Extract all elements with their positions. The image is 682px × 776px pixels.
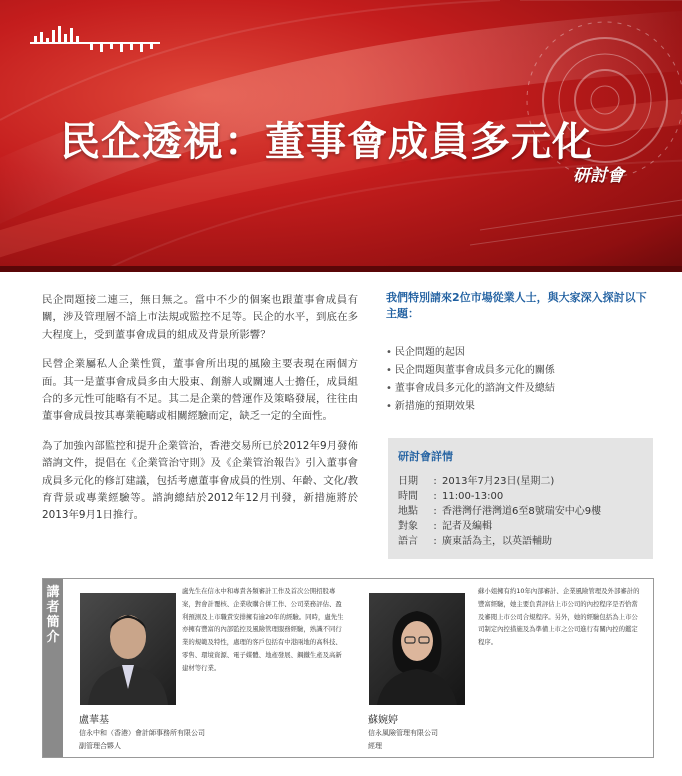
speaker-bio: 蘇小姐擁有約10年內部審計、企業風險管理及外部審計的豐富經驗，她主要負責評估上市公司的內控程序是否恰當及審閱上市公司合規程序。另外，她的經驗包括為上市公司制定內控措施及為準備上市之公司進行有關內控的鑑定程序。	[478, 587, 640, 647]
speaker-position: 副管理合夥人	[79, 742, 121, 750]
seminar-details-box	[388, 438, 653, 559]
company-logo	[30, 24, 160, 52]
list-item: • 民企問題與董事會成員多元化的關係	[386, 362, 656, 380]
intro-paragraph: 民營企業屬私人企業性質，董事會所出現的風險主要表現在兩個方面。其一是董事會成員多由大股東、創辦人或關連人士擔任，成員組合的多元性可能略有不足。其二是企業的營運作及策略發展，往往由董事會成員按其專業範疇或相關經驗而定，缺乏一定的全面性。	[42, 358, 358, 423]
detail-row-language	[398, 534, 643, 549]
intro-paragraph: 民企問題接二連三，無日無之。當中不少的個案也跟董事會成員有關，涉及管理層不諳上市法規或監控不足等。民企的水平，到底在多大程度上，受到董事會成員的組成及背景所影響？	[42, 294, 358, 341]
detail-key: 時間	[398, 491, 418, 502]
speaker-photo	[80, 593, 176, 705]
invite-heading: 我們特別請來2位市場從業人士，與大家深入探討以下主題：	[386, 291, 647, 320]
page-subtitle: 研討會	[573, 166, 624, 186]
speaker-affiliation	[79, 727, 205, 753]
detail-colon: :	[433, 491, 437, 502]
detail-colon: :	[433, 476, 437, 487]
list-item: • 董事會成員多元化的諮詢文件及總結	[386, 380, 656, 398]
detail-key: 地點	[398, 506, 418, 517]
intro-text	[42, 292, 358, 537]
tab-char: 簡	[46, 615, 60, 630]
topics-section	[386, 290, 656, 416]
details-title: 研討會詳情	[398, 450, 453, 463]
list-item: • 民企問題的起因	[386, 344, 656, 362]
detail-key: 語言	[398, 536, 418, 547]
detail-key: 對象	[398, 521, 418, 532]
detail-row-date	[398, 474, 643, 489]
speaker-bio: 盧先生在信永中和專責各類審計工作及首次公開招股專案，對會計覆核、企業收購合併工作、公司業務評估、盈利預測及上市職責安排擁有逾20年的經驗。同時，盧先生亦擁有豐富的內部監控及風險管理服務經驗，熟識不同行業的規範及特性，處理的客戶包括有中港兩地的高科技、零售、環境資源、電子媒體、地產發展、鋼鐵生產及高新建材等行業。	[182, 587, 344, 672]
detail-value: 2013年7月23日(星期二)	[442, 476, 555, 487]
speaker-photo	[369, 593, 465, 705]
speaker-company: 信永風險管理有限公司	[368, 729, 438, 737]
detail-row-venue	[398, 504, 643, 519]
detail-key: 日期	[398, 476, 418, 487]
intro-paragraph: 為了加強內部監控和提升企業管治，香港交易所已於2012年9月發佈諮詢文件，提倡在《企業管治守則》及《企業管治報告》引入董事會成員多元化的修訂建議，包括考慮董事會成員的性別、年齡、文化/教育背景或專業經驗等。諮詢總結於2012年12月刊發，新措施將於2013年9月1日推行。	[42, 439, 358, 522]
speakers-tab-label	[43, 579, 63, 757]
list-item: • 新措施的預期效果	[386, 398, 656, 416]
detail-value: 廣東話為主，以英語輔助	[442, 536, 552, 547]
detail-row-audience	[398, 519, 643, 534]
speaker-position: 經理	[368, 742, 382, 750]
speaker-name: 蘇婉婷	[368, 715, 398, 726]
detail-value: 記者及編輯	[442, 521, 492, 532]
topics-list	[386, 344, 656, 416]
detail-colon: :	[433, 521, 437, 532]
person-icon	[369, 593, 465, 705]
detail-row-time	[398, 489, 643, 504]
detail-colon: :	[433, 506, 437, 517]
hero-bottom-strip	[0, 266, 682, 272]
person-icon	[80, 593, 176, 705]
detail-value: 香港灣仔港灣道6至8號瑞安中心9樓	[442, 506, 602, 517]
detail-colon: :	[433, 536, 437, 547]
speaker-company: 信永中和（香港）會計師事務所有限公司	[79, 729, 205, 737]
tab-char: 講	[46, 585, 60, 600]
page-title: 民企透視：董事會成員多元化	[60, 119, 593, 165]
speaker-affiliation	[368, 727, 438, 753]
speakers-section	[42, 578, 654, 758]
hero-banner	[0, 0, 682, 272]
detail-value: 11:00-13:00	[442, 491, 504, 502]
tab-char: 介	[46, 630, 60, 645]
speaker-name: 盧華基	[79, 715, 109, 726]
tab-char: 者	[46, 600, 60, 615]
